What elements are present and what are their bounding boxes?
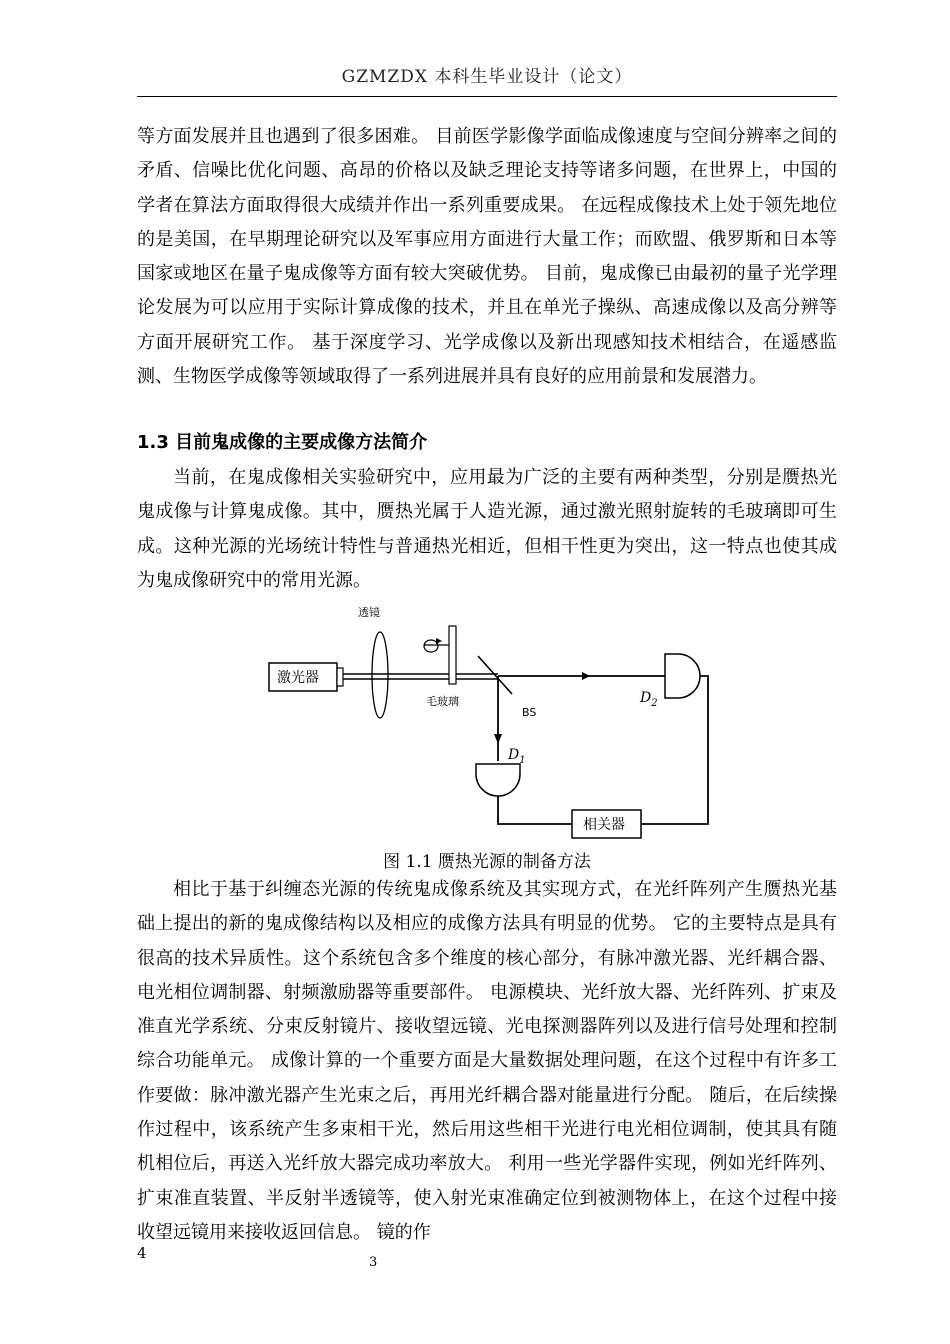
- footer-left-number: 4: [137, 1244, 147, 1262]
- page-header: GZMZDX 本科生毕业设计（论文）: [341, 67, 633, 87]
- beam-to-d2-arrow: [582, 672, 590, 680]
- paragraph-1: 等方面发展并且也遇到了很多困难。 目前医学影像学面临成像速度与空间分辨率之间的矛盾、信噪比优化问题、高昂的价格以及缺乏理论支持等诸多问题，在世界上，中国的学者在算法方面取得很大成绩并作出一系列重要成果。 在远程成像技术上处于领先地位的是美国，在早期理论研究以及军事应用方面进行大量工作；而欧盟、俄罗斯和日本等国家或地区在量子鬼成像等方面有较大突破优势。 目前，鬼成像已由最初的量子光学理论发展为可以应用于实际计算成像的技术，并且在单光子操纵、高速成像以及高分辨等方面开展研究工作。 基于深度学习、光学成像以及新出现感知技术相结合，在遥感监测、生物医学成像等领域取得了一系列进展并具有良好的应用前景和发展潜力。: [137, 126, 837, 388]
- paragraph-2: 当前，在鬼成像相关实验研究中，应用最为广泛的主要有两种类型，分别是赝热光鬼成像与计算鬼成像。其中，赝热光属于人造光源，通过激光照射旋转的毛玻璃即可生成。这种光源的光场统计特性与普通热光相近，但相干性更为突出，这一特点也使其成为鬼成像研究中的常用光源。: [137, 467, 837, 591]
- beam-splitter-label: BS: [522, 706, 537, 719]
- laser-label: 激光器: [277, 670, 319, 686]
- header-rule: [137, 96, 837, 97]
- correlator-label: 相关器: [583, 817, 625, 833]
- beam-splitter: [478, 656, 512, 694]
- detector-d1: [476, 764, 520, 796]
- rotation-arrow-head: [436, 638, 442, 644]
- wire-d1: [498, 796, 572, 824]
- page-number: 3: [369, 1255, 378, 1270]
- rotation-arrow-icon: [424, 640, 438, 652]
- detector-d2: [665, 654, 700, 698]
- ground-glass-label: 毛玻璃: [426, 695, 459, 708]
- lens-label: 透镜: [358, 606, 380, 619]
- beam-to-d1-arrow: [494, 734, 502, 744]
- section-heading: 1.3 目前鬼成像的主要成像方法简介: [137, 432, 428, 453]
- pseudothermal-light-diagram: [260, 596, 720, 846]
- paragraph-3: 相比于基于纠缠态光源的传统鬼成像系统及其实现方式，在光纤阵列产生赝热光基础上提出的新的鬼成像结构以及相应的成像方法具有明显的优势。 它的主要特点是具有很高的技术异质性。这个系统包含多个维度的核心部分，有脉冲激光器、光纤耦合器、电光相位调制器、射频激励器等重要部件。 电源模块、光纤放大器、光纤阵列、扩束及准直光学系统、分束反射镜片、接收望远镜、光电探测器阵列以及进行信号处理和控制综合功能单元。 成像计算的一个重要方面是大量数据处理问题，在这个过程中有许多工作要做：脉冲激光器产生光束之后，再用光纤耦合器对能量进行分配。 随后，在后续操作过程中，该系统产生多束相干光，然后用这些相干光进行电光相位调制，使其具有随机相位后，再送入光纤放大器完成功率放大。 利用一些光学器件实现，例如光纤阵列、扩束准直装置、半反射半透镜等，使入射光束准确定位到被测物体上，在这个过程中接收望远镜用来接收返回信息。 镜的作: [137, 879, 837, 1243]
- laser-aperture: [337, 668, 343, 686]
- lens-shape: [372, 632, 388, 718]
- detector-d2-label: $D_2$: [640, 690, 658, 709]
- figure-caption: 图 1.1 赝热光源的制备方法: [383, 852, 591, 872]
- ground-glass-plate: [449, 626, 456, 684]
- detector-d1-label: $D_1$: [508, 747, 526, 766]
